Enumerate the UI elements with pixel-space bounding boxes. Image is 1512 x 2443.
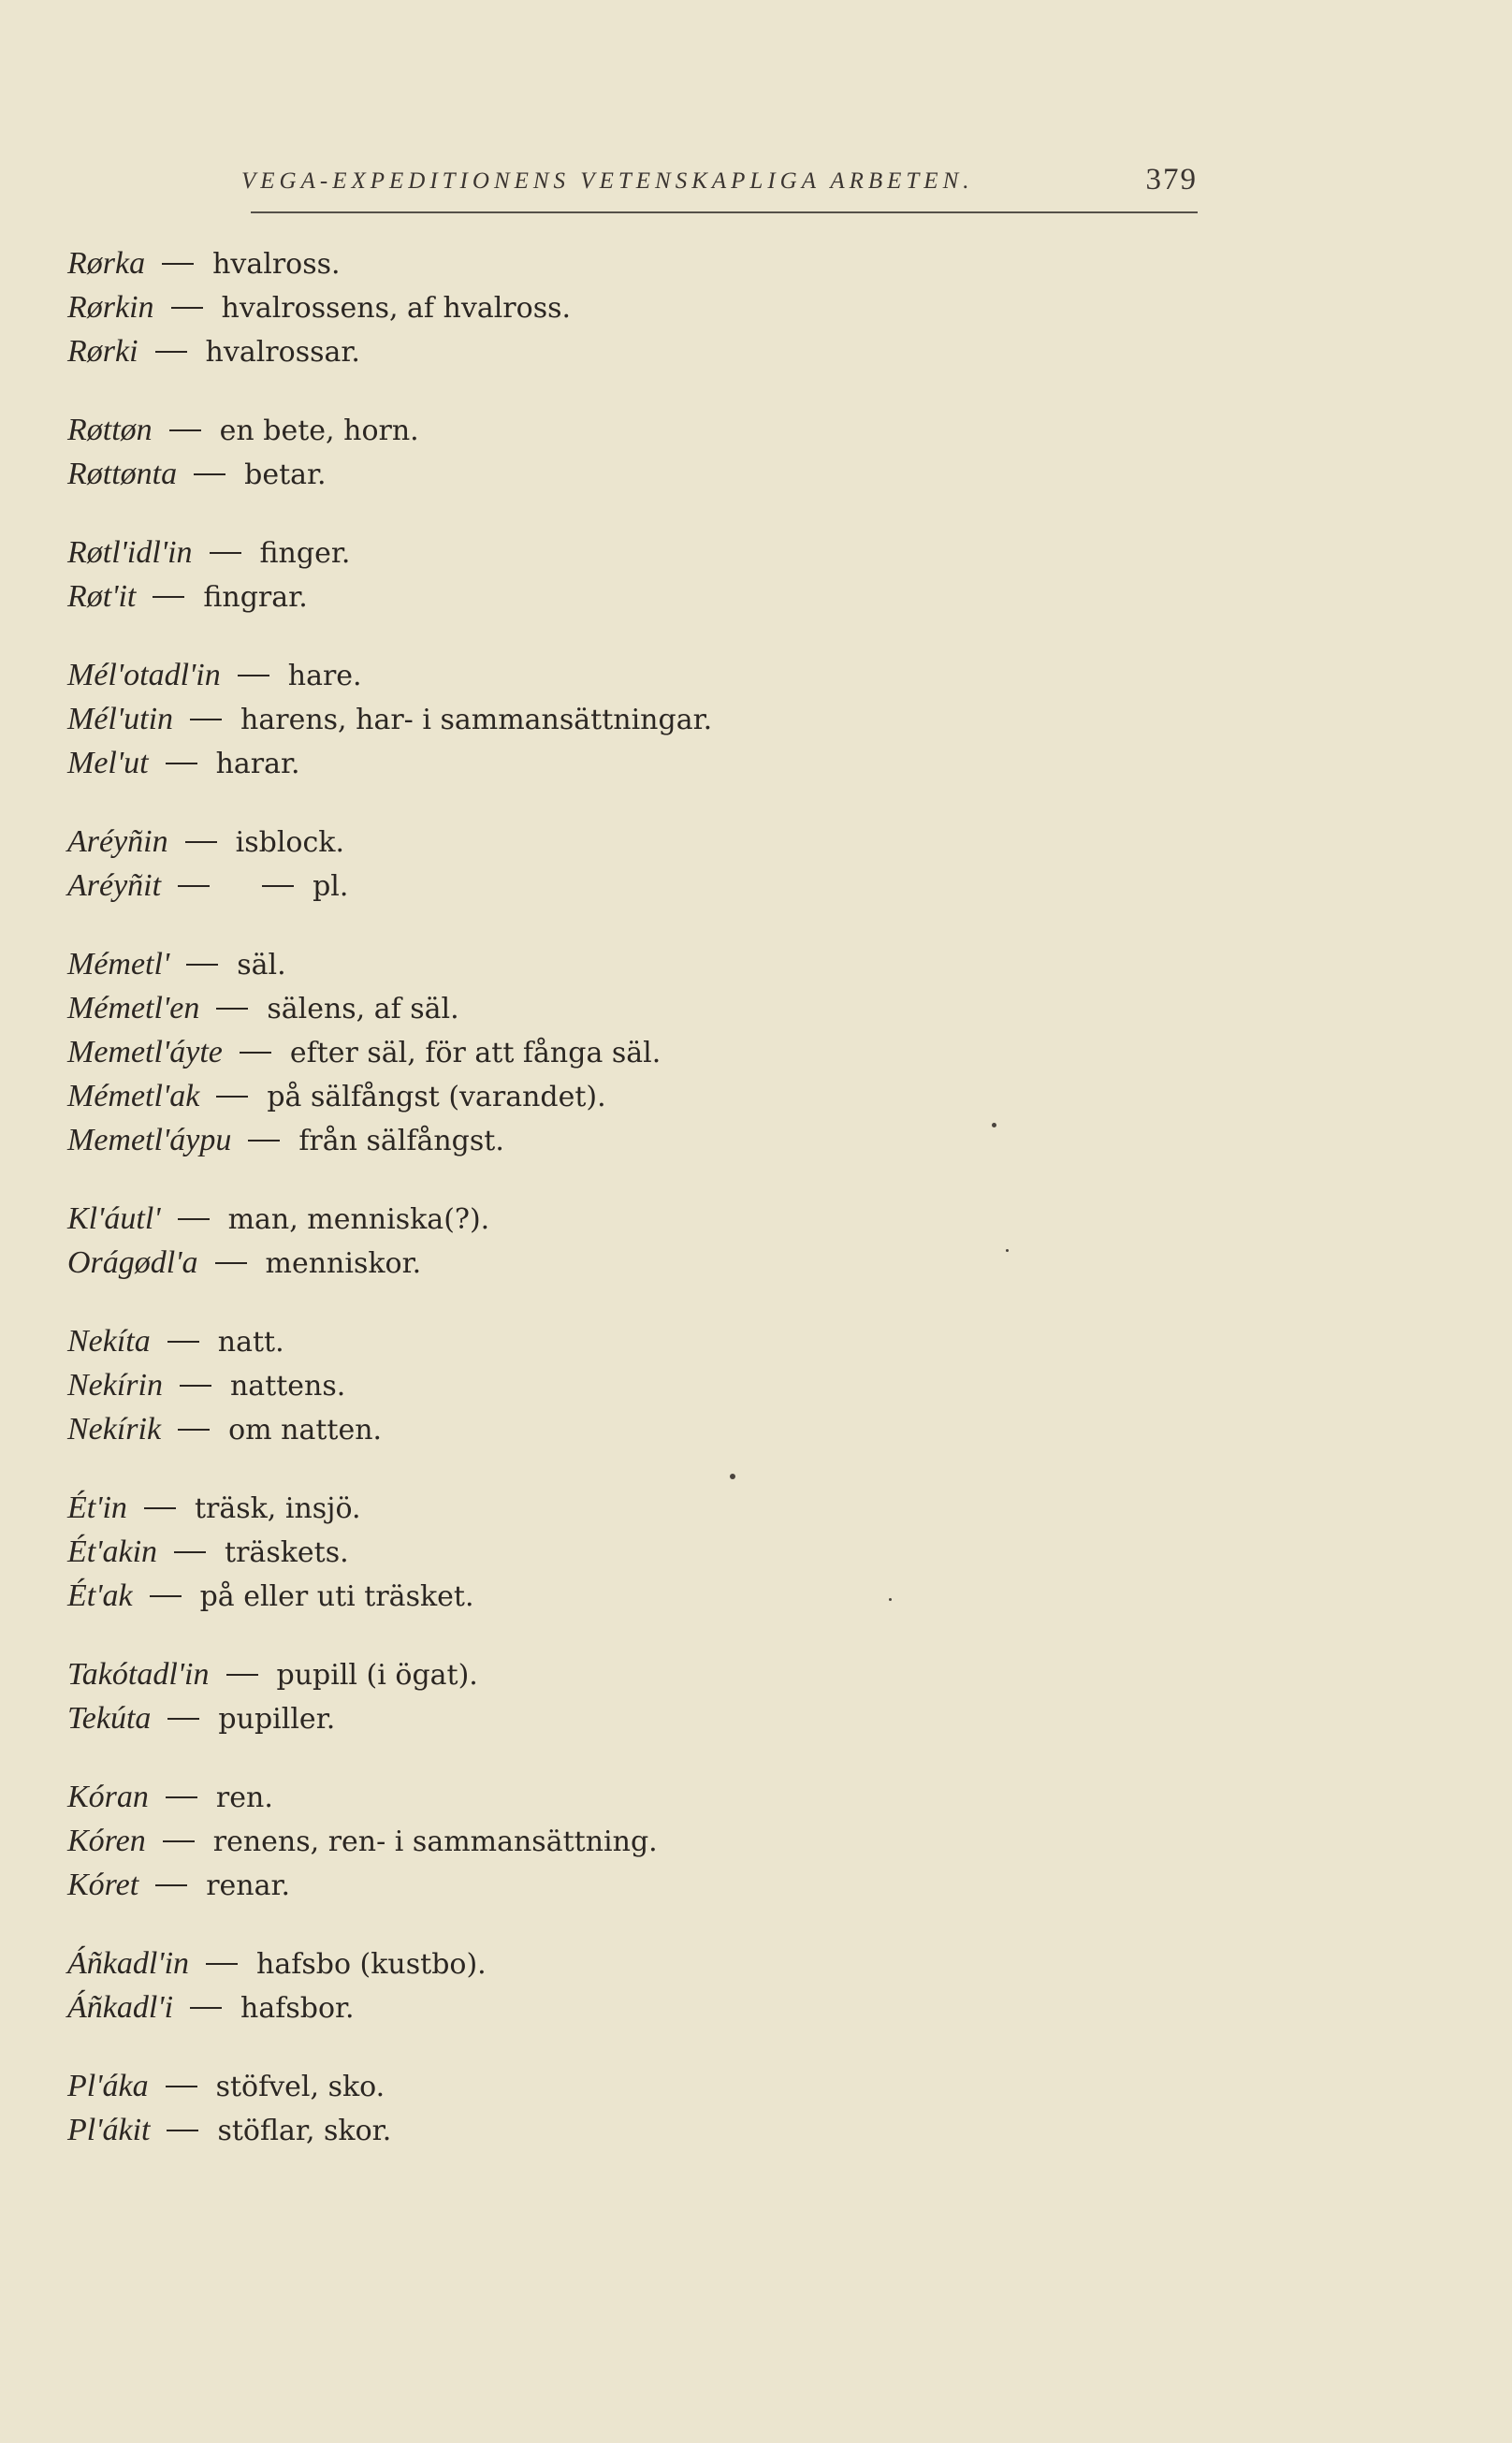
headword: Memetl'áypu (67, 1123, 232, 1157)
em-dash (150, 1595, 182, 1597)
em-dash (155, 351, 187, 353)
gloss: hvalrossar. (205, 336, 360, 369)
vocabulary-entry (67, 986, 1097, 1030)
em-dash (174, 1551, 206, 1553)
em-dash (190, 2007, 222, 2009)
headword: Pl'ákit (67, 2113, 151, 2147)
entry-group (67, 942, 1097, 1162)
vocabulary-entry (67, 285, 1097, 329)
entry-group (67, 408, 1097, 496)
headword: Ét'akin (67, 1534, 158, 1569)
gloss: en bete, horn. (219, 414, 419, 447)
gloss: från sälfångst. (298, 1125, 504, 1157)
print-speck (730, 1474, 735, 1479)
gloss: harar. (215, 748, 300, 780)
vocabulary-entry (67, 1696, 1097, 1740)
vocabulary-entry (67, 531, 1097, 574)
gloss: natt. (217, 1326, 284, 1359)
vocabulary-entry (67, 864, 1097, 908)
headword: Ét'ak (67, 1578, 133, 1613)
vocabulary-entry (67, 1118, 1097, 1162)
vocabulary-entry (67, 1197, 1097, 1241)
gloss: efter säl, för att fånga säl. (289, 1037, 662, 1069)
gloss: hvalrossens, af hvalross. (221, 292, 572, 325)
headword: Mémetl'ak (67, 1079, 200, 1113)
gloss: hare. (287, 660, 362, 692)
gloss: menniskor. (265, 1247, 422, 1280)
vocabulary-entry (67, 1241, 1097, 1285)
running-title: VEGA-EXPEDITIONENS VETENSKAPLIGA ARBETEN. (241, 168, 974, 194)
em-dash (169, 429, 201, 431)
vocabulary-entry (67, 1652, 1097, 1696)
page-header (241, 161, 1198, 211)
headword: Orágødl'a (67, 1245, 198, 1280)
gloss: pupiller. (218, 1703, 336, 1736)
entry-group (67, 653, 1097, 785)
headword: Tekúta (67, 1701, 152, 1736)
gloss: fingrar. (203, 581, 308, 614)
entry-group (67, 1652, 1097, 1740)
gloss: på sälfångst (varandet). (267, 1081, 606, 1113)
headword: Mel'ut (67, 746, 149, 780)
gloss: harens, har- i sammansättningar. (240, 704, 713, 736)
em-dash (155, 1884, 187, 1886)
em-dash (216, 1096, 248, 1098)
vocabulary-entry (67, 1775, 1097, 1819)
gloss: stöfvel, sko. (215, 2071, 385, 2103)
headword: Nekíta (67, 1324, 151, 1359)
headword: Memetl'áyte (67, 1035, 223, 1069)
em-dash (210, 552, 241, 554)
gloss: pl. (313, 870, 349, 903)
gloss: pupill (i ögat). (276, 1659, 478, 1692)
entry-group (67, 2064, 1097, 2152)
header-rule (251, 211, 1198, 213)
gloss: betar. (244, 458, 327, 491)
vocabulary-entry (67, 1985, 1097, 2029)
vocabulary-entry (67, 1363, 1097, 1407)
vocabulary-entry (67, 241, 1097, 285)
gloss: sälens, af säl. (267, 993, 459, 1025)
em-dash (194, 473, 225, 475)
headword: Aréyñin (67, 824, 168, 859)
em-dash (167, 1341, 199, 1343)
em-dash (167, 1718, 199, 1720)
entry-group (67, 1319, 1097, 1451)
vocabulary-entry (67, 1941, 1097, 1985)
headword: Rørkin (67, 290, 154, 325)
vocabulary-entry (67, 741, 1097, 785)
vocabulary-entry (67, 2108, 1097, 2152)
gloss: renens, ren- i sammansättning. (212, 1825, 658, 1858)
gloss: stöflar, skor. (217, 2115, 392, 2147)
headword: Mél'utin (67, 702, 174, 736)
em-dash (248, 1140, 280, 1142)
headword: Røttøn (67, 413, 153, 447)
page-number: 379 (1145, 163, 1198, 196)
gloss: säl. (237, 949, 286, 982)
gloss: träsk, insjö. (194, 1492, 361, 1525)
em-dash (167, 2130, 198, 2131)
gloss: ren. (215, 1781, 273, 1814)
headword: Rørka (67, 246, 146, 281)
gloss: renar. (206, 1869, 291, 1902)
print-speck (889, 1598, 892, 1601)
headword: Kóret (67, 1868, 139, 1902)
entry-group (67, 241, 1097, 373)
entry-group (67, 1775, 1097, 1907)
em-dash (166, 763, 197, 764)
em-dash (238, 675, 269, 676)
gloss: nattens. (229, 1370, 346, 1403)
em-dash (178, 1218, 210, 1220)
entry-group (67, 1197, 1097, 1285)
em-dash (178, 1429, 210, 1431)
em-dash (190, 719, 222, 720)
headword: Ét'in (67, 1491, 127, 1525)
entry-group (67, 1486, 1097, 1618)
vocabulary-entry (67, 1863, 1097, 1907)
em-dash (216, 1008, 248, 1010)
ditto-dash (262, 885, 294, 887)
em-dash (206, 1963, 238, 1965)
gloss: finger. (259, 537, 351, 570)
gloss: hafsbo (kustbo). (256, 1948, 487, 1981)
headword: Mémetl'en (67, 991, 200, 1025)
vocabulary-entry (67, 574, 1097, 618)
em-dash (153, 596, 184, 598)
headword: Kóran (67, 1780, 149, 1814)
headword: Kóren (67, 1824, 146, 1858)
headword: Mél'otadl'in (67, 658, 221, 692)
em-dash (186, 964, 218, 966)
em-dash (163, 1840, 195, 1842)
gloss: hvalross. (212, 248, 341, 281)
vocabulary-entry (67, 820, 1097, 864)
vocabulary-entry (67, 2064, 1097, 2108)
vocabulary-entry (67, 1030, 1097, 1074)
headword: Rørki (67, 334, 138, 369)
em-dash (144, 1507, 176, 1509)
em-dash (166, 1796, 197, 1798)
vocabulary-entry (67, 329, 1097, 373)
headword: Nekírik (67, 1412, 162, 1447)
em-dash (185, 841, 217, 843)
headword: Pl'áka (67, 2069, 149, 2103)
headword: Røttønta (67, 457, 178, 491)
headword: Mémetl' (67, 947, 170, 982)
headword: Kl'áutl' (67, 1201, 161, 1236)
headword: Takótadl'in (67, 1657, 210, 1692)
entry-group (67, 531, 1097, 618)
vocabulary-entry (67, 1407, 1097, 1451)
vocabulary-entry (67, 942, 1097, 986)
em-dash (226, 1674, 258, 1676)
vocabulary-entry (67, 653, 1097, 697)
entry-group (67, 1941, 1097, 2029)
gloss: träskets. (225, 1536, 349, 1569)
print-speck (992, 1123, 996, 1127)
vocabulary-entry (67, 1574, 1097, 1618)
em-dash (171, 307, 203, 309)
headword: Aréyñit (67, 868, 162, 903)
vocabulary-entry (67, 408, 1097, 452)
em-dash (178, 885, 210, 887)
em-dash (240, 1052, 271, 1054)
vocabulary-list (67, 241, 1097, 2187)
gloss: isblock. (235, 826, 345, 859)
entry-group (67, 820, 1097, 908)
vocabulary-entry (67, 1319, 1097, 1363)
headword: Áñkadl'in (67, 1946, 190, 1981)
headword: Áñkadl'i (67, 1990, 174, 2025)
headword: Røtl'idl'in (67, 535, 193, 570)
vocabulary-entry (67, 452, 1097, 496)
em-dash (215, 1262, 247, 1264)
print-speck (1006, 1249, 1009, 1252)
vocabulary-entry (67, 697, 1097, 741)
em-dash (162, 263, 194, 265)
gloss: man, menniska(?). (227, 1203, 490, 1236)
em-dash (180, 1385, 211, 1387)
headword: Røt'it (67, 579, 137, 614)
vocabulary-entry (67, 1530, 1097, 1574)
headword: Nekírin (67, 1368, 163, 1403)
gloss: på eller uti träsket. (199, 1580, 474, 1613)
vocabulary-entry (67, 1819, 1097, 1863)
em-dash (166, 2086, 197, 2087)
gloss: om natten. (228, 1414, 383, 1447)
vocabulary-entry (67, 1486, 1097, 1530)
gloss: hafsbor. (240, 1992, 355, 2025)
vocabulary-entry (67, 1074, 1097, 1118)
